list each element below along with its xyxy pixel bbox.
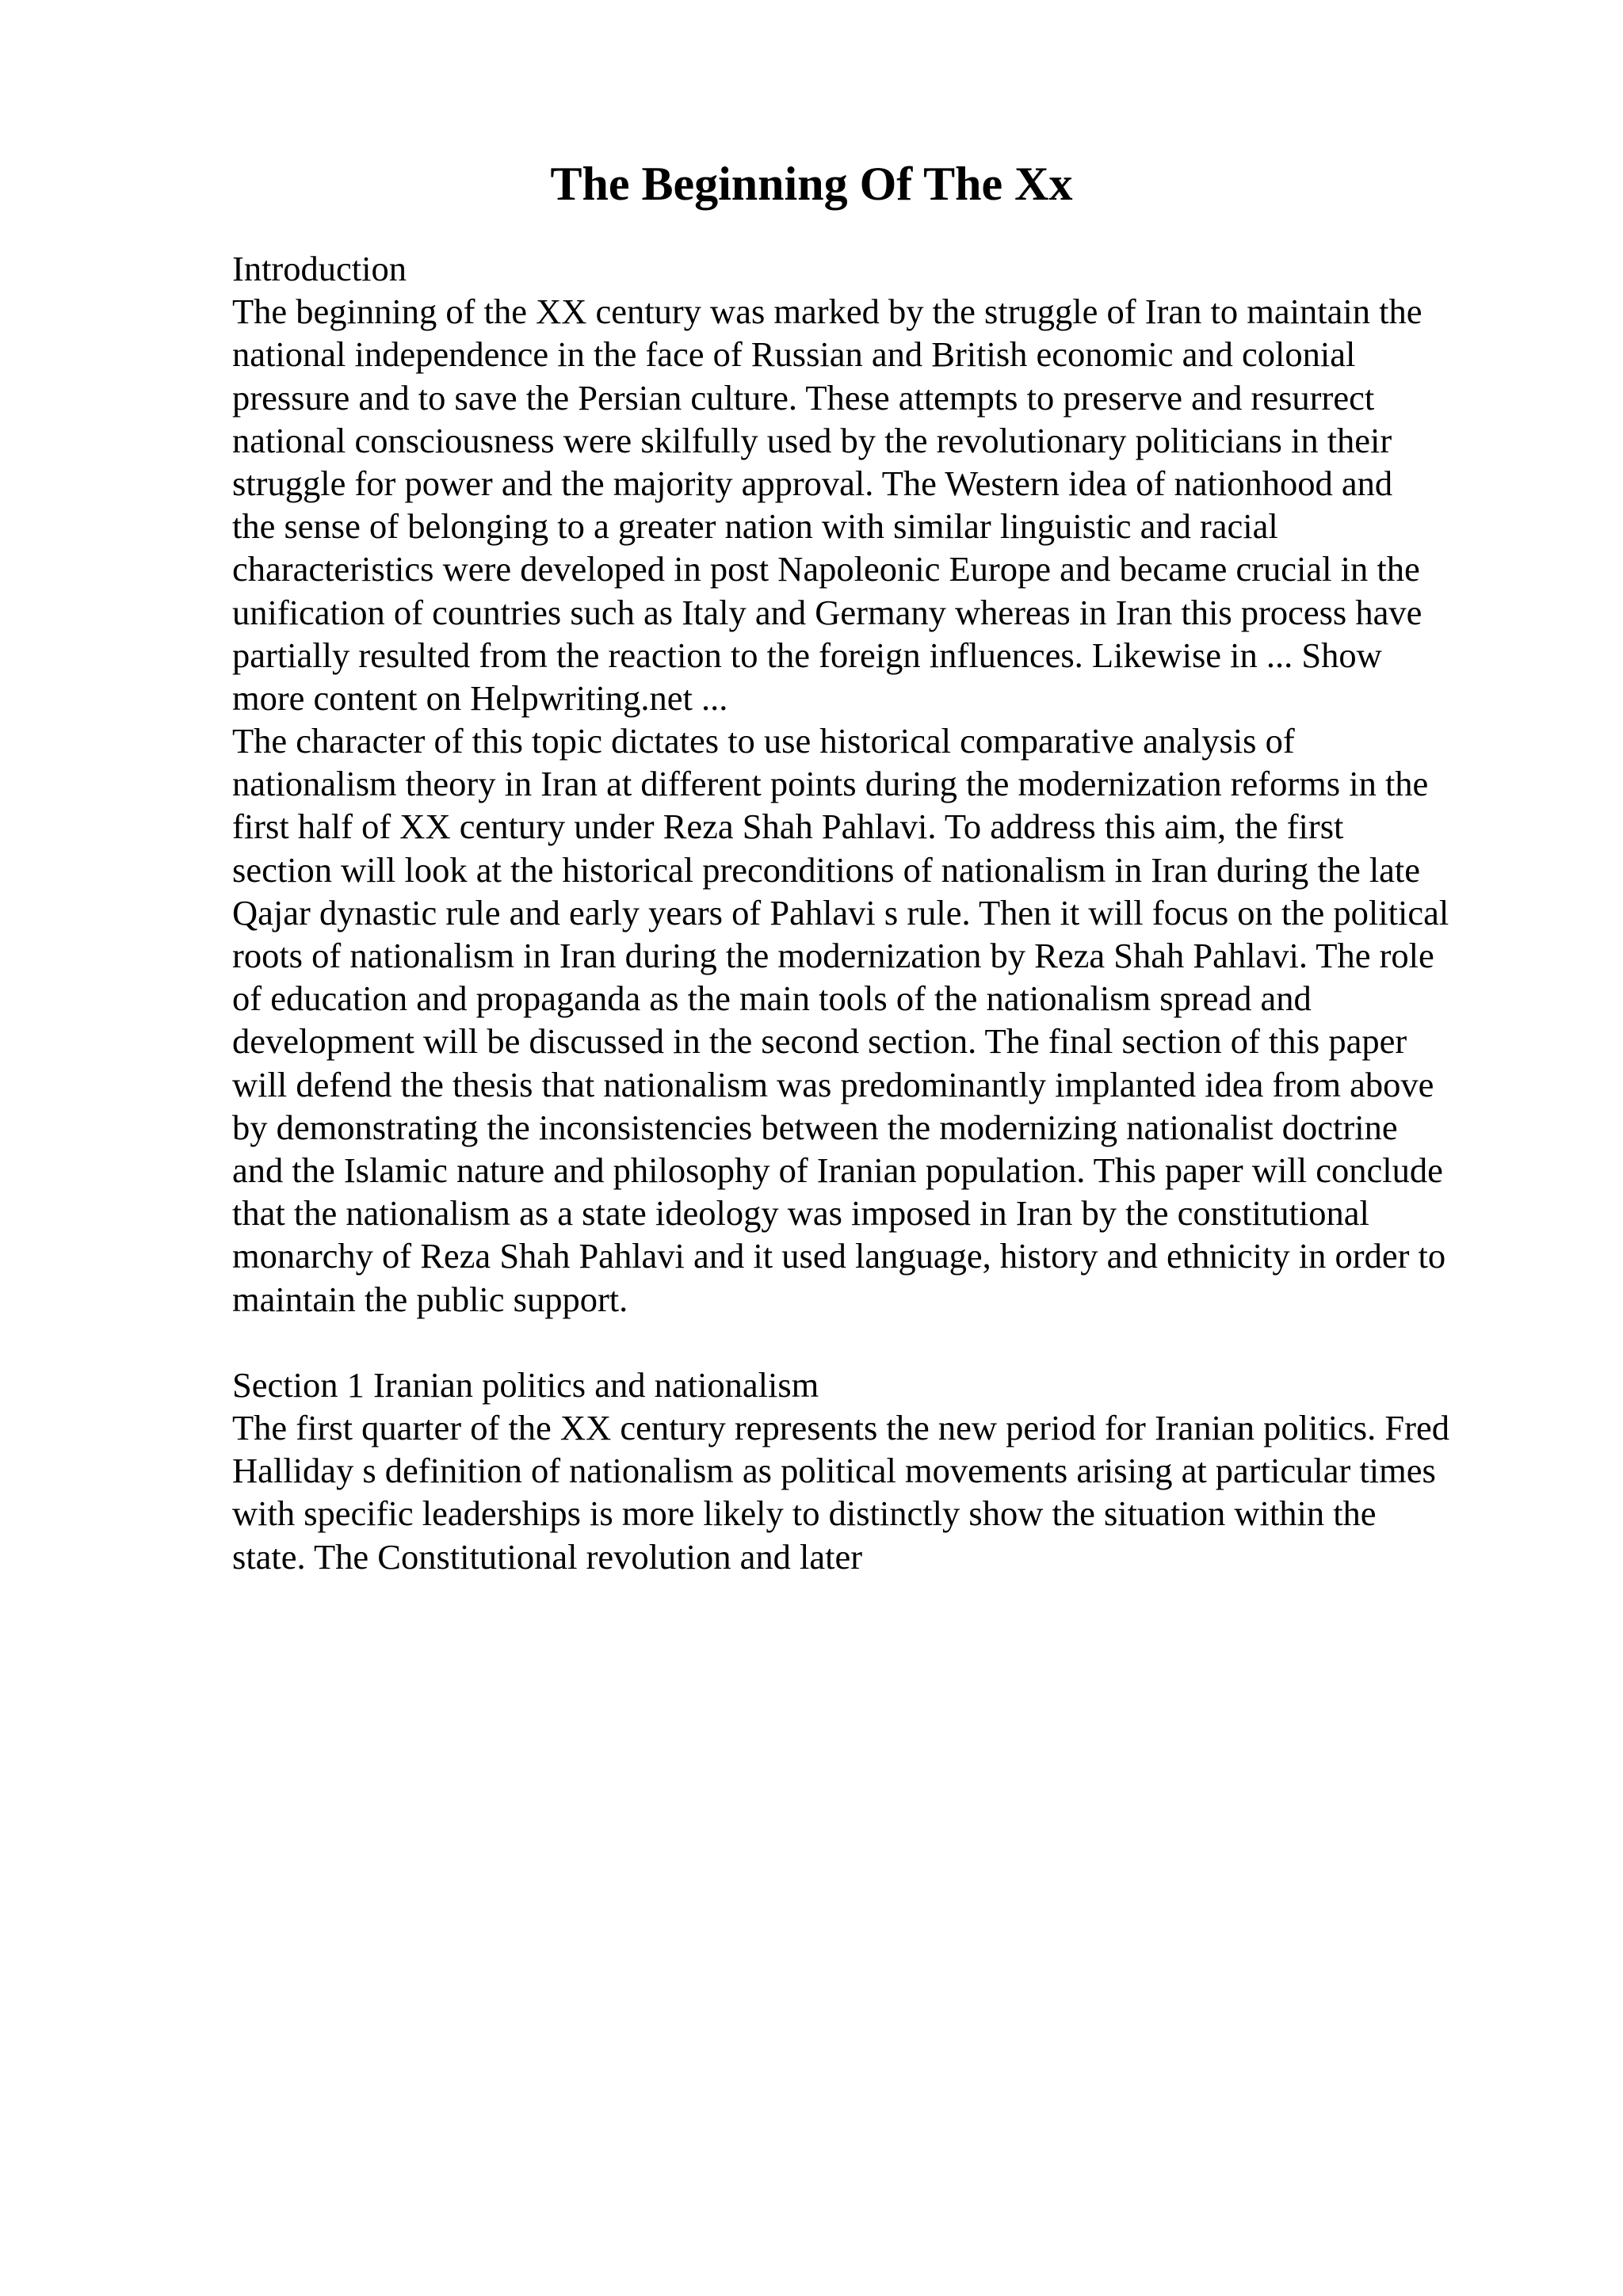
paragraph-line: Qajar dynastic rule and early years of Pahlavi s rule. Then it will focus on the political (232, 892, 1449, 933)
paragraph-line: section will look at the historical preconditions of nationalism in Iran during the late (232, 849, 1421, 890)
paragraph-line: partially resulted from the reaction to the foreign influences. Likewise in ... Show (232, 635, 1382, 675)
paragraph-line: by demonstrating the inconsistencies between the modernizing nationalist doctrine (232, 1107, 1398, 1147)
paragraph-line: roots of nationalism in Iran during the modernization by Reza Shah Pahlavi. The role (232, 936, 1434, 975)
paragraph-line: state. The Constitutional revolution and later (232, 1536, 863, 1577)
paragraph-line: Halliday s definition of nationalism as political movements arising at particular times (232, 1451, 1436, 1491)
paragraph-line: with specific leaderships is more likely to distinctly show the situation within the (232, 1493, 1377, 1534)
paragraph-line: pressure and to save the Persian culture. These attempts to preserve and resurrect (232, 377, 1375, 418)
paragraph-line: characteristics were developed in post Napoleonic Europe and became crucial in the (232, 549, 1420, 589)
paragraph-line: that the nationalism as a state ideology was imposed in Iran by the constitutional (232, 1193, 1369, 1234)
paragraph-line: national independence in the face of Russian and British economic and colonial (232, 334, 1356, 375)
paragraph-line: monarchy of Reza Shah Pahlavi and it used language, history and ethnicity in order to (232, 1236, 1446, 1276)
paragraph-line: more content on Helpwriting.net ... (232, 677, 728, 718)
paragraph-spacer (232, 1321, 1532, 1363)
paragraph-line: the sense of belonging to a greater nation with similar linguistic and racial (232, 506, 1278, 547)
intro-heading: Introduction (232, 249, 407, 288)
paragraph-line: of education and propaganda as the main tools of the nationalism spread and (232, 978, 1312, 1019)
paragraph-2 (232, 719, 1532, 1321)
paragraph-line: first half of XX century under Reza Shah Pahlavi. To address this aim, the first (232, 807, 1344, 847)
paragraph-line: will defend the thesis that nationalism was predominantly implanted idea from above (232, 1064, 1434, 1104)
paragraph-line: maintain the public support. (232, 1279, 628, 1319)
paragraph-1 (232, 290, 1532, 719)
document-body (232, 247, 1532, 1578)
paragraph-line: national consciousness were skilfully used by the revolutionary politicians in their (232, 420, 1392, 460)
paragraph-3 (232, 1406, 1532, 1578)
paragraph-line: The beginning of the XX century was marked by the struggle of Iran to maintain the (232, 292, 1423, 332)
document-title: The Beginning Of The Xx (550, 158, 1073, 210)
paragraph-line: unification of countries such as Italy and Germany whereas in Iran this process have (232, 592, 1423, 632)
paragraph-line: development will be discussed in the second section. The final section of this paper (232, 1021, 1407, 1062)
section-1-heading: Section 1 Iranian politics and nationalism (232, 1364, 819, 1405)
paragraph-line: nationalism theory in Iran at different points during the modernization reforms in the (232, 764, 1429, 804)
paragraph-line: The first quarter of the XX century represents the new period for Iranian politics. Fred (232, 1408, 1449, 1448)
paragraph-line: struggle for power and the majority approval. The Western idea of nationhood and (232, 463, 1393, 503)
paragraph-line: and the Islamic nature and philosophy of Iranian population. This paper will conclude (232, 1150, 1443, 1190)
paragraph-line: The character of this topic dictates to use historical comparative analysis of (232, 721, 1295, 761)
